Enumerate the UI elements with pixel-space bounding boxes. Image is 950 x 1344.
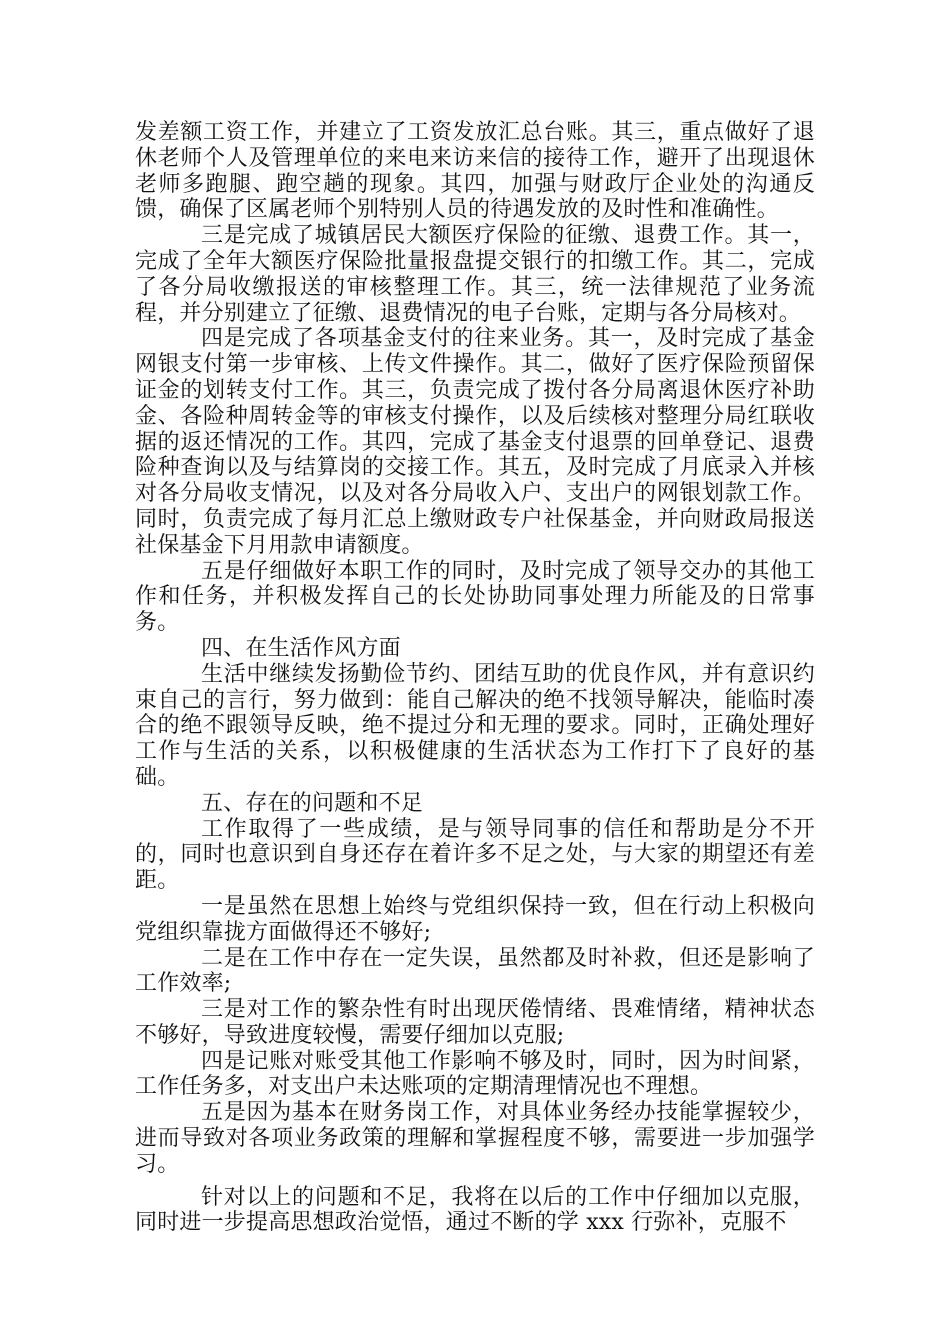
paragraph-lifestyle: 生活中继续发扬勤俭节约、团结互助的优良作风，并有意识约束自己的言行，努力做到：能自己解决的绝不找领导解决，能临时凑合的绝不跟领导反映，绝不提过分和无理的要求。同时，正确处理好工作与生活的关系，以积极健康的生活状态为工作打下了良好的基础。 — [135, 661, 815, 790]
paragraph-fund-payments: 四是完成了各项基金支付的往来业务。其一，及时完成了基金网银支付第一步审核、上传文件操作。其二，做好了医疗保险预留保证金的划转支付工作。其三，负责完成了拨付各分局离退休医疗补助金、各险种周转金等的审核支付操作，以及后续核对整理分局红联收据的返还情况的工作。其四，完成了基金支付退票的回单登记、退费险种查询以及与结算岗的交接工作。其五，及时完成了月底录入并核对各分局收支情况，以及对各分局收入户、支出户的网银划款工作。同时，负责完成了每月汇总上缴财政专户社保基金，并向财政局报送社保基金下月用款申请额度。 — [135, 326, 815, 558]
paragraph-medical-insurance: 三是完成了城镇居民大额医疗保险的征缴、退费工作。其一，完成了全年大额医疗保险批量报盘提交银行的扣缴工作。其二，完成了各分局收缴报送的审核整理工作。其三，统一法律规范了业务流程，并分别建立了征缴、退费情况的电子台账，定期与各分局核对。 — [135, 223, 815, 326]
document-page — [135, 120, 815, 1236]
paragraph-problem-two: 二是在工作中存在一定失误，虽然都及时补救，但还是影响了工作效率; — [135, 945, 815, 997]
paragraph-salary-continuation: 发差额工资工作，并建立了工资发放汇总台账。其三，重点做好了退休老师个人及管理单位的来电来访来信的接待工作，避开了出现退休老师多跑腿、跑空趟的现象。其四，加强与财政厅企业处的沟通反馈，确保了区属老师个别特别人员的待遇发放的及时性和准确性。 — [135, 120, 815, 223]
paragraph-problem-three: 三是对工作的繁杂性有时出现厌倦情绪、畏难情绪，精神状态不够好，导致进度较慢，需要仔细加以克服; — [135, 997, 815, 1048]
section-heading-problems: 五、存在的问题和不足 — [201, 790, 424, 816]
paragraph-problem-five: 五是因为基本在财务岗工作，对具体业务经办技能掌握较少，进而导致对各项业务政策的理解和掌握程度不够，需要进一步加强学习。 — [135, 1100, 815, 1177]
paragraph-improvement-plan: 针对以上的问题和不足，我将在以后的工作中仔细加以克服，同时进一步提高思想政治觉悟，通过不断的学 xxx 行弥补，克服不 — [135, 1184, 815, 1236]
section-heading-lifestyle: 四、在生活作风方面 — [201, 635, 401, 661]
paragraph-other-tasks: 五是仔细做好本职工作的同时，及时完成了领导交办的其他工作和任务，并积极发挥自己的长处协助同事处理力所能及的日常事务。 — [135, 558, 815, 636]
paragraph-problem-four: 四是记账对账受其他工作影响不够及时，同时，因为时间紧，工作任务多，对支出户未达账项的定期清理情况也不理想。 — [135, 1048, 815, 1100]
paragraph-problems-intro: 工作取得了一些成绩，是与领导同事的信任和帮助是分不开的，同时也意识到自身还存在着许多不足之处，与大家的期望还有差距。 — [135, 816, 815, 894]
paragraph-problem-one: 一是虽然在思想上始终与党组织保持一致，但在行动上积极向党组织靠拢方面做得还不够好; — [135, 893, 815, 945]
